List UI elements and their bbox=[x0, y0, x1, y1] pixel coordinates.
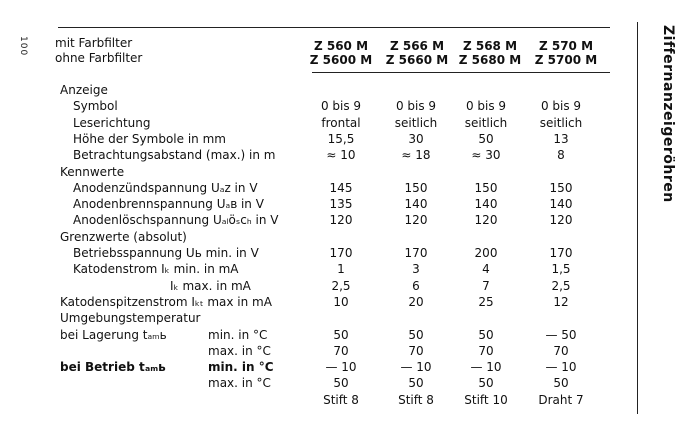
row-value: 120 bbox=[329, 213, 353, 227]
row-value: 170 bbox=[549, 246, 573, 260]
header-rule bbox=[312, 72, 610, 73]
row-value: 50 bbox=[478, 328, 494, 342]
row-label: Anodenzündspannung Uₐz in V bbox=[73, 181, 258, 195]
row-value: 0 bis 9 bbox=[465, 99, 507, 113]
row-value: ≈ 18 bbox=[401, 148, 431, 162]
row-value: 120 bbox=[474, 213, 498, 227]
row-value: — 50 bbox=[545, 328, 577, 342]
model-4-a: Z 570 M bbox=[538, 39, 594, 53]
row-value: 8 bbox=[557, 148, 565, 162]
row-label: Anodenlöschspannung Uₐₗöₛcₕ in V bbox=[73, 213, 279, 227]
row-value: 15,5 bbox=[327, 132, 355, 146]
row-label: Symbol bbox=[73, 99, 118, 113]
row-value: 140 bbox=[404, 197, 428, 211]
row-value: 1,5 bbox=[551, 262, 571, 276]
top-rule bbox=[58, 27, 610, 28]
header-line-1: mit Farbfilter bbox=[55, 36, 133, 50]
row-value: ≈ 10 bbox=[326, 148, 356, 162]
row-value: 70 bbox=[408, 344, 424, 358]
row-value: 25 bbox=[478, 295, 494, 309]
row-value: 50 bbox=[408, 328, 424, 342]
row-value: 200 bbox=[474, 246, 498, 260]
model-2-b: Z 5660 M bbox=[385, 53, 449, 67]
row-value: 0 bis 9 bbox=[540, 99, 582, 113]
row-value: 145 bbox=[329, 181, 353, 195]
row-value: 3 bbox=[412, 262, 420, 276]
row-value: 135 bbox=[329, 197, 353, 211]
row-label: Betriebsspannung Uь min. in V bbox=[73, 246, 259, 260]
row-value: 10 bbox=[333, 295, 349, 309]
row-value: 13 bbox=[553, 132, 569, 146]
row-label: Anodenbrennspannung Uₐʙ in V bbox=[73, 197, 264, 211]
row-value: Stift 10 bbox=[464, 393, 508, 407]
row-value: 2,5 bbox=[551, 279, 571, 293]
row-value: 70 bbox=[478, 344, 494, 358]
row-label: Höhe der Symbole in mm bbox=[73, 132, 226, 146]
row-value: — 10 bbox=[470, 360, 502, 374]
row-value: 30 bbox=[408, 132, 424, 146]
row-value: — 10 bbox=[325, 360, 357, 374]
row-value: 50 bbox=[478, 376, 494, 390]
row-label: bei Lagerung tₐₘь bbox=[60, 328, 167, 342]
row-value: 50 bbox=[553, 376, 569, 390]
row-value: seitlich bbox=[464, 116, 508, 130]
row-value: 4 bbox=[482, 262, 490, 276]
row-value: 2,5 bbox=[331, 279, 351, 293]
header-line-2: ohne Farbfilter bbox=[55, 51, 143, 65]
row-value: Stift 8 bbox=[323, 393, 359, 407]
row-value: 120 bbox=[404, 213, 428, 227]
row-value: 50 bbox=[408, 376, 424, 390]
row-value: ≈ 30 bbox=[471, 148, 501, 162]
row-value: seitlich bbox=[539, 116, 583, 130]
row-value: 140 bbox=[549, 197, 573, 211]
row-value: 50 bbox=[333, 328, 349, 342]
model-4-b: Z 5700 M bbox=[534, 53, 598, 67]
row-label: Kennwerte bbox=[60, 165, 125, 179]
row-label: Anzeige bbox=[60, 83, 108, 97]
row-value: 150 bbox=[404, 181, 428, 195]
model-1-a: Z 560 M bbox=[313, 39, 369, 53]
side-rule bbox=[637, 22, 638, 414]
row-label: Katodenstrom Iₖ min. in mA bbox=[73, 262, 239, 276]
row-value: Stift 8 bbox=[398, 393, 434, 407]
row-label: Leserichtung bbox=[73, 116, 151, 130]
row-value: 0 bis 9 bbox=[320, 99, 362, 113]
row-value: frontal bbox=[321, 116, 361, 130]
row-value: 70 bbox=[553, 344, 569, 358]
row-value: 7 bbox=[482, 279, 490, 293]
row-value: 12 bbox=[553, 295, 569, 309]
row-label: Umgebungstemperatur bbox=[60, 311, 201, 325]
model-3-a: Z 568 M bbox=[462, 39, 518, 53]
row-label: bei Betrieb tₐₘь bbox=[60, 360, 166, 374]
row-value: — 10 bbox=[400, 360, 432, 374]
row-value: 0 bis 9 bbox=[395, 99, 437, 113]
model-1-b: Z 5600 M bbox=[309, 53, 373, 67]
page-number: 100 bbox=[18, 36, 28, 57]
row-value: 50 bbox=[333, 376, 349, 390]
model-3-b: Z 5680 M bbox=[458, 53, 522, 67]
row-value: — 10 bbox=[545, 360, 577, 374]
row-value: 170 bbox=[329, 246, 353, 260]
row-sublabel: max. in °C bbox=[208, 376, 271, 390]
row-value: 120 bbox=[549, 213, 573, 227]
row-value: 150 bbox=[549, 181, 573, 195]
row-sublabel: min. in °C bbox=[208, 328, 268, 342]
model-2-a: Z 566 M bbox=[389, 39, 445, 53]
row-value: seitlich bbox=[394, 116, 438, 130]
row-value: 1 bbox=[337, 262, 345, 276]
row-value: 140 bbox=[474, 197, 498, 211]
row-value: 50 bbox=[478, 132, 494, 146]
row-sublabel: max. in °C bbox=[208, 344, 271, 358]
row-value: 20 bbox=[408, 295, 424, 309]
side-title: Ziffernanzeigeröhren bbox=[660, 25, 676, 203]
row-label: Grenzwerte (absolut) bbox=[60, 230, 187, 244]
row-value: 150 bbox=[474, 181, 498, 195]
row-value: 70 bbox=[333, 344, 349, 358]
row-label: Katodenspitzenstrom Iₖₜ max in mA bbox=[60, 295, 272, 309]
row-sublabel: min. in °C bbox=[208, 360, 274, 374]
row-value: Draht 7 bbox=[538, 393, 584, 407]
row-value: 6 bbox=[412, 279, 420, 293]
row-label: Betrachtungsabstand (max.) in m bbox=[73, 148, 276, 162]
row-value: 170 bbox=[404, 246, 428, 260]
row-label: Iₖ max. in mA bbox=[170, 279, 251, 293]
